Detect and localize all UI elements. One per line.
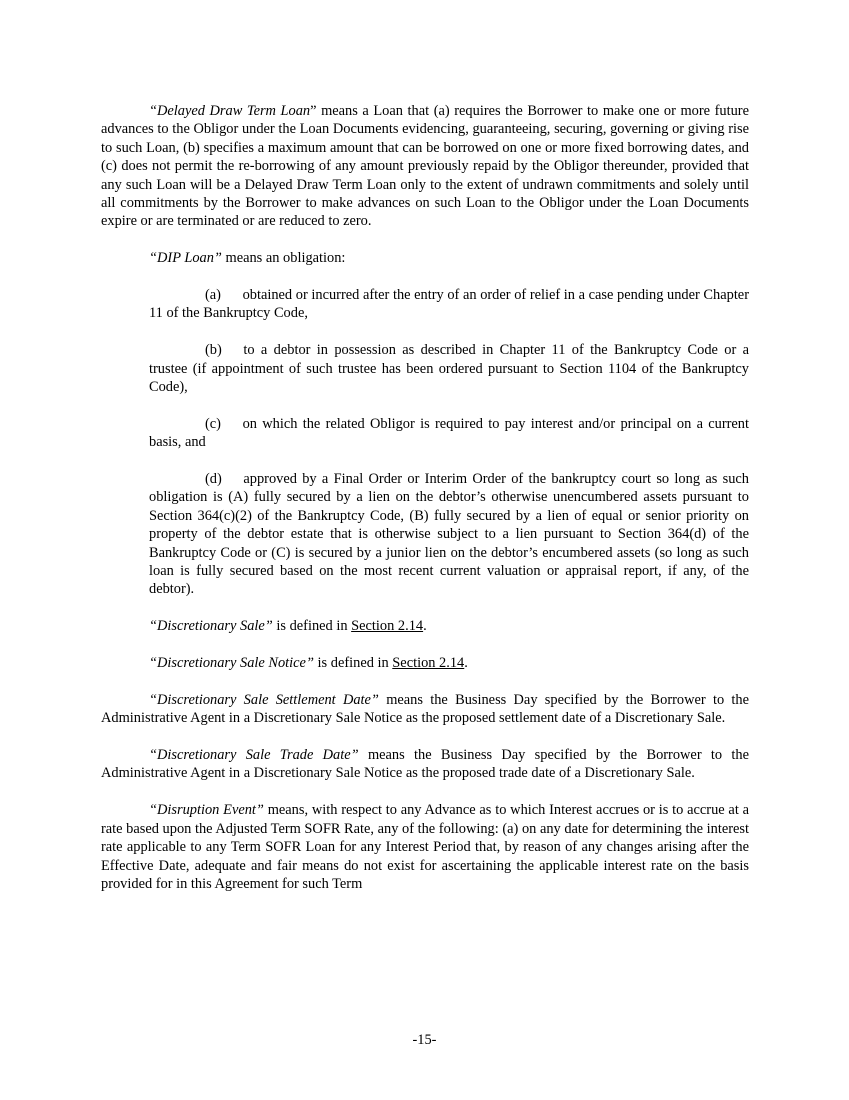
dip-clause-a <box>149 286 749 323</box>
section-reference-link[interactable]: Section 2.14 <box>392 655 465 672</box>
defined-term: “Discretionary Sale Trade Date” <box>149 747 359 764</box>
definition-text: means, with respect to any Advance as to which Interest accrues or is to accrue at a rate based upon the Adjusted Term SOFR Rate, any of the following: (a) on any date for determining the interest rate applicable to any Term SOFR Loan for any Interest Period that, by reason of any changes arising after the Effective Date, adequate and fair means do not exist for ascertaining the applicable interest rate on the basis provided for in this Agreement for such Term <box>101 802 749 892</box>
defined-term: “Delayed Draw Term Loan <box>149 103 311 119</box>
clause-label: (d) <box>205 471 222 488</box>
clause-text: approved by a Final Order or Interim Order of the bankruptcy court so long as such obligation is (A) fully secured by a lien on the debtor’s otherwise unencumbered assets pursuant to Section 364(c)(2) of the Bankruptcy Code, (B) fully secured by a lien of equal or senior priority on property of the debtor estate that is otherwise subject to a lien pursuant to Section 364(d) of the Bankruptcy Code or (C) is secured by a junior lien on the debtor’s encumbered assets (so long as such loan is fully secured based on the most recent current valuation or appraisal report, if any, of the debtor). <box>149 471 749 598</box>
definition-text: is defined in <box>313 655 393 672</box>
definition-text: means the Business Day specified by the Borrower to the Administrative Agent in a Discretionary Sale Notice as the proposed trade date of a Discretionary Sale. <box>101 747 749 782</box>
definition-text: is defined in <box>272 618 352 635</box>
clause-label: (b) <box>205 342 222 359</box>
dip-clause-d <box>149 470 749 599</box>
defined-term: “DIP Loan” <box>149 250 222 267</box>
definition-text: means the Business Day specified by the Borrower to the Administrative Agent in a Discretionary Sale Notice as the proposed settlement date of a Discretionary Sale. <box>101 691 749 727</box>
clause-text: to a debtor in possession as described in Chapter 11 of the Bankruptcy Code or a trustee (if appointment of such trustee has been ordered pursuant to Section 1104 of the Bankruptcy Code), <box>149 342 749 396</box>
definition-discretionary-sale-notice <box>101 654 749 672</box>
document-body <box>101 102 749 893</box>
definition-discretionary-sale <box>101 617 749 635</box>
defined-term: “Discretionary Sale Settlement Date” <box>149 691 379 708</box>
clause-text: on which the related Obligor is required to pay interest and/or principal on a current basis, and <box>149 415 749 451</box>
definition-discretionary-sale-trade-date <box>101 746 749 783</box>
definition-dip-loan <box>101 249 749 267</box>
section-reference-link[interactable]: Section 2.14 <box>351 618 424 635</box>
definition-tail: . <box>464 655 468 672</box>
dip-clause-c <box>149 415 749 452</box>
defined-term: “Disruption Event” <box>149 802 264 819</box>
definition-delayed-draw-term-loan <box>101 102 749 231</box>
clause-label: (a) <box>205 287 221 304</box>
clause-text: obtained or incurred after the entry of an order of relief in a case pending under Chapter 11 of the Bankruptcy Code, <box>149 287 749 322</box>
dip-clause-b <box>149 341 749 396</box>
definition-tail: . <box>423 618 427 635</box>
defined-term: “Discretionary Sale Notice” <box>149 655 314 672</box>
definition-disruption-event <box>101 801 749 893</box>
page-number: -15- <box>412 1032 437 1048</box>
clause-label: (c) <box>205 415 221 432</box>
definition-text: means an obligation: <box>221 250 346 267</box>
definition-text: ” means a Loan that (a) requires the Borrower to make one or more future advances to the Obligor under the Loan Documents evidencing, guaranteeing, securing, governing or giving rise to such Loan, (b) specifies a maximum amount that can be borrowed on one or more fixed borrowing dates, and (c) does not permit the re-borrowing of any amount previously repaid by the Obligor thereunder, provided that any such Loan will be a Delayed Draw Term Loan only to the extent of undrawn commitments and solely until all commitments by the Borrower to make advances on such Loan to the Obligor under the Loan Documents expire or are terminated or are reduced to zero. <box>101 103 749 230</box>
definition-discretionary-sale-settlement-date <box>101 691 749 728</box>
defined-term: “Discretionary Sale” <box>149 618 273 635</box>
